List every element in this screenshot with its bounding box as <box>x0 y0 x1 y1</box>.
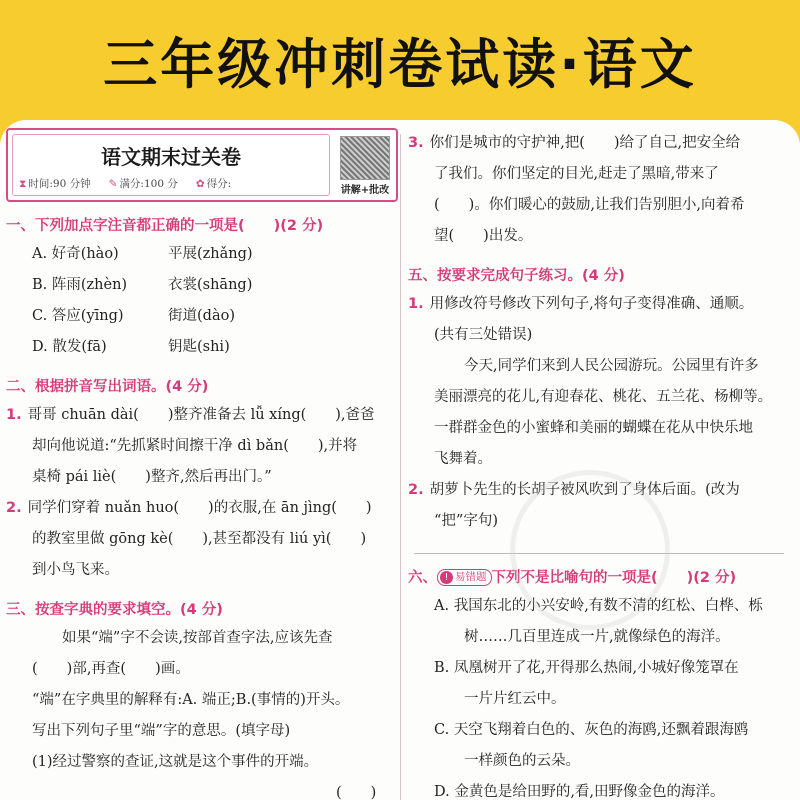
exam-info <box>19 176 323 191</box>
exam-header-inner <box>12 134 330 196</box>
section-6-title: 六、 ! 易错题 下列不是比喻句的一项是( )(2 分) <box>408 570 737 586</box>
question-line: (共有三处错误) <box>434 327 533 343</box>
paragraph-line: 美丽漂亮的花儿,有迎春花、桃花、五兰花、杨柳等。 <box>434 389 773 405</box>
option-text: 平展(zhǎng) <box>168 246 253 262</box>
qr-label: 讲解+批改 <box>340 185 390 196</box>
question-number: 2. <box>408 482 424 498</box>
exam-paper <box>0 120 800 800</box>
pencil-icon: ✎ <box>108 178 118 190</box>
option-row <box>6 301 398 332</box>
option-line: 一片片红云中。 <box>464 691 566 707</box>
option-row <box>6 332 398 363</box>
question-line: 1. 用修改符号修改下列句子,将句子变得准确、通顺。 <box>408 296 754 312</box>
option-line: C. 天空飞翔着白色的、灰色的海鸥,还飘着跟海鸥 <box>434 722 749 738</box>
score-info: ✿ 得分: <box>195 178 232 190</box>
section-1-title: 一、下列加点字注音都正确的一项是( )(2 分) <box>6 218 324 234</box>
question-line: 2. 胡萝卜先生的长胡子被风吹到了身体后面。(改为 <box>408 482 740 498</box>
option-text: D. 散发(fā) <box>32 339 107 355</box>
option-line: B. 凤凰树开了花,开得那么热闹,小城好像笼罩在 <box>434 660 739 676</box>
ribbon-icon: ✿ <box>195 178 205 190</box>
option-line: 树……几百里连成一片,就像绿色的海洋。 <box>464 629 730 645</box>
paragraph-line: 飞舞着。 <box>434 451 492 467</box>
question-line: 如果“端”字不会读,按部首查字法,应该先查 <box>62 630 333 646</box>
question-line: 到小鸟飞来。 <box>32 562 119 578</box>
banner-title: 三年级冲刺卷试读·语文 <box>103 32 697 96</box>
left-column <box>6 128 398 800</box>
option-row <box>6 239 398 270</box>
question-line: 桌椅 pái liè( )整齐,然后再出门。” <box>32 469 272 485</box>
column-divider <box>400 134 401 800</box>
paragraph-line: 一群群金色的小蜜蜂和美丽的蝴蝶在花从中快乐地 <box>434 420 753 436</box>
right-column <box>408 128 790 800</box>
option-text: C. 答应(yīng) <box>32 308 124 324</box>
option-line: A. 我国东北的小兴安岭,有数不清的红松、白桦、栎 <box>434 598 763 614</box>
section-3-title: 三、按查字典的要求填空。(4 分) <box>6 602 223 618</box>
answer-blank: ( ) <box>336 785 377 800</box>
option-text: 钥匙(shi) <box>168 339 230 355</box>
option-text: A. 好奇(hào) <box>32 246 119 262</box>
watermark-seal <box>510 470 670 630</box>
question-number: 3. <box>408 135 424 151</box>
question-line: 2. 同学们穿着 nuǎn huo( )的衣服,在 ān jìng( ) <box>6 500 372 516</box>
question-line: 的教室里做 gōng kè( ),甚至都没有 liú yì( ) <box>32 531 367 547</box>
question-number: 2. <box>6 500 22 516</box>
question-line: 却向他说道:“先抓紧时间擦干净 dì bǎn( ),并将 <box>32 438 358 454</box>
option-line: D. 金黄色是给田野的,看,田野像金色的海洋。 <box>434 784 725 800</box>
banner <box>0 0 800 120</box>
option-text: 街道(dào) <box>168 308 235 324</box>
question-line: 1. 哥哥 chuān dài( )整齐准备去 lǚ xíng( ),爸爸 <box>6 407 375 423</box>
question-line: (1)经过警察的查证,这就是这个事件的开端。 <box>32 754 319 770</box>
section-5-title: 五、按要求完成句子练习。(4 分) <box>408 268 625 284</box>
question-line: 3. 你们是城市的守护神,把( )给了自己,把安全给 <box>408 135 741 151</box>
question-line: 了我们。你们坚定的目光,赶走了黑暗,带来了 <box>434 166 719 182</box>
question-line: “把”字句) <box>434 513 498 529</box>
question-line: 写出下列句子里“端”字的意思。(填字母) <box>32 723 291 739</box>
question-number: 1. <box>6 407 22 423</box>
question-number: 1. <box>408 296 424 312</box>
question-line: 望( )出发。 <box>434 228 533 244</box>
exclamation-icon: ! <box>440 571 453 584</box>
time-info: ⧗ 时间:90 分钟 <box>19 178 91 190</box>
question-line: ( )。你们暖心的鼓励,让我们告别胆小,向着希 <box>434 197 745 213</box>
option-line: 一样颜色的云朵。 <box>464 753 580 769</box>
question-line: “端”在字典里的解释有:A. 端正;B.(事情的)开头。 <box>32 692 350 708</box>
option-text: B. 阵雨(zhèn) <box>32 277 128 293</box>
error-prone-tag: ! 易错题 <box>437 569 492 586</box>
full-score-info: ✎ 满分:100 分 <box>108 178 178 190</box>
exam-title: 语文期末过关卷 <box>101 145 241 169</box>
option-row <box>6 270 398 301</box>
paragraph-line: 今天,同学们来到人民公园游玩。公园里有许多 <box>464 358 759 374</box>
hourglass-icon: ⧗ <box>19 178 27 190</box>
option-text: 衣裳(shāng) <box>168 277 253 293</box>
section-2-title: 二、根据拼音写出词语。(4 分) <box>6 379 209 395</box>
exam-header <box>6 128 398 202</box>
qr-code[interactable] <box>340 136 390 180</box>
question-line: ( )部,再查( )画。 <box>32 661 190 677</box>
